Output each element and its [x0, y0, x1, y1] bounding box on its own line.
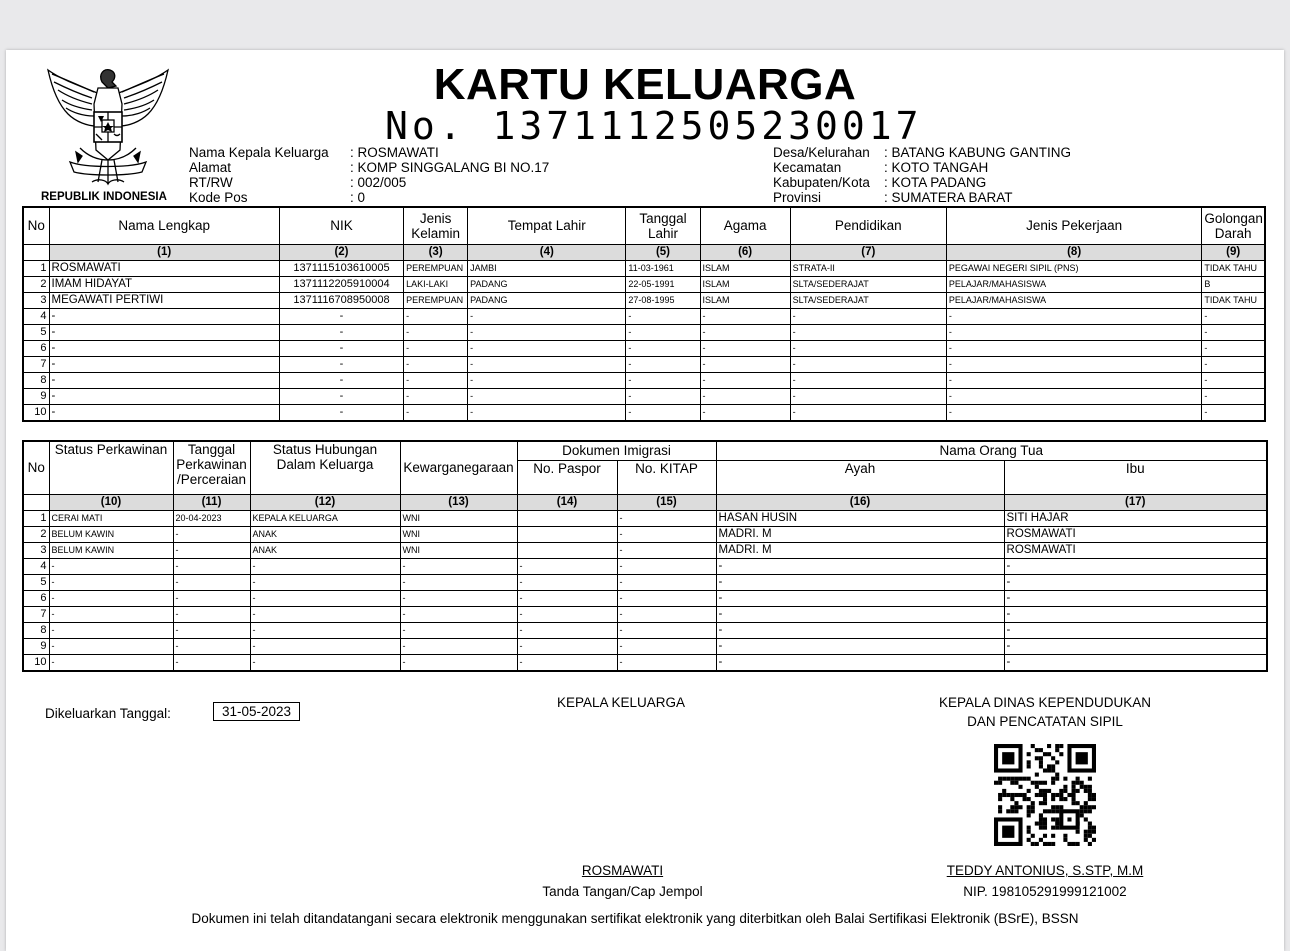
table-cell: -: [404, 324, 468, 340]
header-dokumen-imigrasi: Dokumen Imigrasi: [517, 441, 716, 460]
table-cell: -: [1202, 324, 1265, 340]
column-number: (14): [517, 494, 617, 510]
table-cell: -: [279, 356, 403, 372]
table-row: [23, 542, 1267, 558]
table-cell: -: [1202, 372, 1265, 388]
table-cell: -: [716, 638, 1004, 654]
info-value: : KOTO TANGAH: [884, 160, 989, 175]
header-status-perkawinan: Status Perkawinan: [49, 441, 173, 494]
column-number-blank: [23, 244, 49, 260]
table-cell: -: [49, 590, 173, 606]
table-cell: -: [404, 356, 468, 372]
header-tanggal-perkawinan: Tanggal Perkawinan /Perceraian: [173, 441, 250, 494]
column-number: (9): [1202, 244, 1265, 260]
table-cell: 9: [23, 638, 49, 654]
info-value: : 002/005: [350, 175, 407, 190]
table-cell: -: [468, 372, 626, 388]
table-cell: -: [400, 654, 517, 671]
column-number: (10): [49, 494, 173, 510]
table-cell: -: [946, 324, 1201, 340]
family-status-body: [23, 510, 1267, 671]
table-cell: ROSMAWATI: [49, 260, 279, 276]
table-cell: HASAN HUSIN: [716, 510, 1004, 526]
table-cell: TIDAK TAHU: [1202, 260, 1265, 276]
table-cell: -: [279, 404, 403, 421]
table-cell: PEREMPUAN: [404, 260, 468, 276]
table-cell: -: [49, 308, 279, 324]
table-cell: -: [250, 638, 400, 654]
table-cell: -: [400, 622, 517, 638]
header-tempat-lahir: Tempat Lahir: [468, 207, 626, 244]
table-cell: -: [404, 404, 468, 421]
table-cell: -: [617, 574, 716, 590]
table-cell: -: [250, 590, 400, 606]
header-jenis-kelamin: Jenis Kelamin: [404, 207, 468, 244]
column-number: (13): [400, 494, 517, 510]
info-value: : KOTA PADANG: [884, 175, 987, 190]
table-cell: -: [716, 558, 1004, 574]
table-cell: -: [49, 388, 279, 404]
header-tanggal-lahir: Tanggal Lahir: [626, 207, 700, 244]
table-cell: -: [946, 340, 1201, 356]
header-no: No: [23, 207, 49, 244]
table-row: [23, 638, 1267, 654]
table-cell: -: [946, 308, 1201, 324]
table-cell: ISLAM: [700, 292, 790, 308]
table-cell: -: [517, 606, 617, 622]
table-cell: -: [468, 324, 626, 340]
table-cell: -: [279, 308, 403, 324]
table-cell: 2: [23, 526, 49, 542]
family-members-table: [22, 206, 1266, 422]
table-cell: -: [404, 388, 468, 404]
table-cell: PEGAWAI NEGERI SIPIL (PNS): [946, 260, 1201, 276]
table-cell: -: [49, 372, 279, 388]
table-cell: 1371116708950008: [279, 292, 403, 308]
table-row: [23, 606, 1267, 622]
table-cell: 8: [23, 372, 49, 388]
table-cell: 7: [23, 356, 49, 372]
table-cell: 7: [23, 606, 49, 622]
header-no-kitap: No. KITAP: [617, 460, 716, 494]
table-row: [23, 292, 1265, 308]
table-cell: -: [1202, 388, 1265, 404]
table-cell: -: [626, 340, 700, 356]
table-cell: IMAM HIDAYAT: [49, 276, 279, 292]
table-cell: 4: [23, 558, 49, 574]
table-cell: -: [790, 372, 946, 388]
table-cell: -: [790, 324, 946, 340]
table-cell: -: [700, 340, 790, 356]
table-row: [23, 260, 1265, 276]
info-left-values: [350, 145, 549, 205]
table-cell: -: [700, 372, 790, 388]
column-number: (12): [250, 494, 400, 510]
header-golongan-darah: Golongan Darah: [1202, 207, 1265, 244]
table-row: [23, 590, 1267, 606]
table-cell: -: [626, 324, 700, 340]
column-number: (5): [626, 244, 700, 260]
table-cell: PADANG: [468, 276, 626, 292]
info-label: Kabupaten/Kota: [773, 175, 870, 190]
info-label: Nama Kepala Keluarga: [189, 145, 329, 160]
table-cell: -: [716, 574, 1004, 590]
official-name: TEDDY ANTONIUS, S.STP, M.M: [946, 863, 1144, 878]
table-cell: 8: [23, 622, 49, 638]
table-cell: [517, 510, 617, 526]
table-cell: -: [173, 526, 250, 542]
table-cell: SITI HAJAR: [1004, 510, 1267, 526]
table-cell: -: [279, 324, 403, 340]
table-cell: -: [250, 654, 400, 671]
table-cell: -: [404, 308, 468, 324]
table-cell: -: [468, 356, 626, 372]
table-cell: -: [250, 606, 400, 622]
header-pekerjaan: Jenis Pekerjaan: [946, 207, 1201, 244]
info-value: : KOMP SINGGALANG BI NO.17: [350, 160, 550, 175]
header-no: No: [23, 441, 49, 494]
table-row: [23, 388, 1265, 404]
table-cell: -: [517, 590, 617, 606]
table-cell: LAKI-LAKI: [404, 276, 468, 292]
table-cell: -: [173, 638, 250, 654]
header-kewarganegaraan: Kewarganegaraan: [400, 441, 517, 494]
table-row: [23, 654, 1267, 671]
table-cell: -: [617, 590, 716, 606]
table-cell: -: [1004, 574, 1267, 590]
table-cell: -: [517, 638, 617, 654]
header-status-hubungan: Status Hubungan Dalam Keluarga: [250, 441, 400, 494]
official-nip: NIP. 198105291999121002: [963, 884, 1127, 899]
column-number: (11): [173, 494, 250, 510]
table-cell: -: [517, 622, 617, 638]
header-no-paspor: No. Paspor: [517, 460, 617, 494]
table-cell: -: [468, 308, 626, 324]
table-cell: -: [946, 404, 1201, 421]
header-pendidikan: Pendidikan: [790, 207, 946, 244]
info-right-values: [884, 145, 1071, 205]
table-cell: -: [1004, 654, 1267, 671]
header-ibu: Ibu: [1004, 460, 1267, 494]
kk-number: No. 1371112505230017: [385, 104, 923, 148]
table-cell: -: [790, 340, 946, 356]
table-cell: -: [626, 404, 700, 421]
table-cell: -: [617, 526, 716, 542]
table-cell: -: [617, 638, 716, 654]
table-cell: -: [400, 606, 517, 622]
table-cell: -: [626, 356, 700, 372]
table-cell: -: [1202, 356, 1265, 372]
table-cell: -: [1202, 340, 1265, 356]
info-label: Kecamatan: [773, 160, 842, 175]
table-cell: -: [250, 558, 400, 574]
table-cell: 22-05-1991: [626, 276, 700, 292]
table-cell: ROSMAWATI: [1004, 542, 1267, 558]
table-cell: -: [790, 388, 946, 404]
table-cell: -: [626, 388, 700, 404]
header-ayah: Ayah: [716, 460, 1004, 494]
table-cell: 4: [23, 308, 49, 324]
table-cell: -: [716, 590, 1004, 606]
signature-label: Tanda Tangan/Cap Jempol: [542, 884, 703, 899]
table-cell: -: [946, 356, 1201, 372]
document-title: KARTU KELUARGA: [433, 60, 857, 109]
table-cell: ISLAM: [700, 260, 790, 276]
table-row: [23, 622, 1267, 638]
column-number: (6): [700, 244, 790, 260]
family-status-table: [22, 440, 1268, 672]
table-row: [23, 510, 1267, 526]
table-cell: JAMBI: [468, 260, 626, 276]
table-cell: -: [790, 404, 946, 421]
table-row: [23, 340, 1265, 356]
dinas-label: [880, 695, 1210, 729]
info-label: RT/RW: [189, 175, 233, 190]
table-cell: -: [49, 356, 279, 372]
table-cell: -: [1004, 590, 1267, 606]
table-cell: PELAJAR/MAHASISWA: [946, 292, 1201, 308]
table-cell: 10: [23, 404, 49, 421]
table-cell: 10: [23, 654, 49, 671]
table-cell: 5: [23, 574, 49, 590]
table-cell: -: [626, 308, 700, 324]
table-cell: -: [173, 590, 250, 606]
info-label: Desa/Kelurahan: [773, 145, 870, 160]
info-value: : 0: [350, 190, 366, 205]
table-cell: -: [49, 340, 279, 356]
column-number: (1): [49, 244, 279, 260]
table-cell: -: [250, 574, 400, 590]
header-nama-orang-tua: Nama Orang Tua: [716, 441, 1267, 460]
table-cell: -: [700, 356, 790, 372]
dinas-label-line1: KEPALA DINAS KEPENDUDUKAN: [938, 695, 1152, 710]
table-cell: 20-04-2023: [173, 510, 250, 526]
dinas-label-line2: DAN PENCATATAN SIPIL: [967, 714, 1123, 729]
table-cell: -: [49, 574, 173, 590]
column-number: (15): [617, 494, 716, 510]
table-cell: PELAJAR/MAHASISWA: [946, 276, 1201, 292]
table-cell: -: [517, 654, 617, 671]
table-cell: -: [716, 622, 1004, 638]
table-cell: -: [617, 654, 716, 671]
table-row: [23, 356, 1265, 372]
table-cell: -: [400, 558, 517, 574]
table-cell: MADRI. M: [716, 542, 1004, 558]
table-cell: -: [517, 574, 617, 590]
column-number-row: [23, 244, 1265, 260]
table-cell: -: [173, 606, 250, 622]
table-row: [23, 276, 1265, 292]
table-cell: 1: [23, 260, 49, 276]
table-cell: PEREMPUAN: [404, 292, 468, 308]
table-cell: -: [1004, 638, 1267, 654]
qr-code-icon: [994, 744, 1096, 846]
table-cell: 2: [23, 276, 49, 292]
table-cell: -: [279, 340, 403, 356]
table-cell: WNI: [400, 526, 517, 542]
electronic-signature-disclaimer: Dokumen ini telah ditandatangani secara elektronik menggunakan sertifikat elektronik yang diterbitkan oleh Balai Sertifikasi Elektronik (BSrE), BSSN: [191, 911, 1079, 926]
table-cell: ANAK: [250, 542, 400, 558]
column-number: (2): [279, 244, 403, 260]
column-number-blank: [23, 494, 49, 510]
table-cell: -: [173, 574, 250, 590]
table-cell: -: [700, 404, 790, 421]
table-cell: -: [700, 324, 790, 340]
kepala-keluarga-name: ROSMAWATI: [581, 863, 664, 878]
table-cell: CERAI MATI: [49, 510, 173, 526]
table-cell: -: [468, 340, 626, 356]
column-number: (4): [468, 244, 626, 260]
table-cell: 5: [23, 324, 49, 340]
info-label: Provinsi: [773, 190, 822, 205]
table-cell: -: [400, 638, 517, 654]
republic-label: REPUBLIK INDONESIA: [41, 191, 167, 203]
table-cell: -: [716, 654, 1004, 671]
table-cell: -: [49, 638, 173, 654]
table-cell: -: [404, 372, 468, 388]
table-cell: -: [517, 558, 617, 574]
table-row: [23, 558, 1267, 574]
table-cell: -: [49, 606, 173, 622]
table-cell: -: [49, 622, 173, 638]
table-cell: BELUM KAWIN: [49, 542, 173, 558]
table-cell: -: [173, 558, 250, 574]
header-nik: NIK: [279, 207, 403, 244]
table-cell: 6: [23, 590, 49, 606]
table-cell: 3: [23, 292, 49, 308]
table-row: [23, 404, 1265, 421]
table-cell: -: [173, 654, 250, 671]
table-cell: SLTA/SEDERAJAT: [790, 276, 946, 292]
table-cell: -: [626, 372, 700, 388]
table-cell: WNI: [400, 542, 517, 558]
table-cell: -: [946, 388, 1201, 404]
table-cell: -: [173, 542, 250, 558]
table-cell: -: [1004, 558, 1267, 574]
table-cell: -: [790, 308, 946, 324]
table-cell: -: [468, 388, 626, 404]
table-cell: -: [49, 404, 279, 421]
table-cell: -: [173, 622, 250, 638]
table-cell: -: [279, 388, 403, 404]
table-cell: -: [250, 622, 400, 638]
table-cell: 27-08-1995: [626, 292, 700, 308]
family-members-body: [23, 260, 1265, 421]
table-cell: -: [946, 372, 1201, 388]
info-value: : BATANG KABUNG GANTING: [884, 145, 1072, 160]
kepala-keluarga-label: KEPALA KELUARGA: [557, 695, 686, 710]
table-cell: 1371112205910004: [279, 276, 403, 292]
table-cell: -: [700, 308, 790, 324]
header-nama: Nama Lengkap: [49, 207, 279, 244]
table-cell: -: [279, 372, 403, 388]
table-cell: -: [716, 606, 1004, 622]
table-cell: [517, 526, 617, 542]
table-cell: WNI: [400, 510, 517, 526]
table-cell: 6: [23, 340, 49, 356]
column-number: (3): [404, 244, 468, 260]
table-cell: -: [400, 590, 517, 606]
table-cell: BELUM KAWIN: [49, 526, 173, 542]
table-row: [23, 308, 1265, 324]
column-number: (16): [716, 494, 1004, 510]
table-cell: -: [1202, 404, 1265, 421]
column-number: (8): [946, 244, 1201, 260]
table-cell: ROSMAWATI: [1004, 526, 1267, 542]
table-cell: STRATA-II: [790, 260, 946, 276]
table-cell: 11-03-1961: [626, 260, 700, 276]
table-cell: -: [1004, 606, 1267, 622]
table-cell: -: [790, 356, 946, 372]
table-cell: MEGAWATI PERTIWI: [49, 292, 279, 308]
table-cell: -: [49, 324, 279, 340]
table-cell: -: [617, 606, 716, 622]
table-cell: ISLAM: [700, 276, 790, 292]
column-number: (17): [1004, 494, 1267, 510]
column-number-row: [23, 494, 1267, 510]
column-number: (7): [790, 244, 946, 260]
table-cell: -: [617, 558, 716, 574]
info-right-labels: [773, 145, 870, 205]
table-cell: [517, 542, 617, 558]
table-cell: B: [1202, 276, 1265, 292]
table-cell: ANAK: [250, 526, 400, 542]
table-cell: -: [617, 622, 716, 638]
table-cell: -: [700, 388, 790, 404]
table-row: [23, 372, 1265, 388]
info-left-labels: [189, 145, 329, 205]
table-cell: -: [617, 510, 716, 526]
table-cell: -: [49, 558, 173, 574]
info-value: : SUMATERA BARAT: [884, 190, 1013, 205]
table-cell: -: [49, 654, 173, 671]
table-cell: PADANG: [468, 292, 626, 308]
issued-date: 31-05-2023: [213, 702, 300, 721]
table-cell: 3: [23, 542, 49, 558]
table-cell: TIDAK TAHU: [1202, 292, 1265, 308]
info-value: : ROSMAWATI: [350, 145, 439, 160]
table-cell: -: [404, 340, 468, 356]
info-label: Alamat: [189, 160, 232, 175]
table-cell: -: [468, 404, 626, 421]
table-cell: -: [1202, 308, 1265, 324]
table-cell: 1: [23, 510, 49, 526]
issued-label: Dikeluarkan Tanggal:: [45, 706, 171, 721]
table-row: [23, 526, 1267, 542]
table-row: [23, 574, 1267, 590]
info-label: Kode Pos: [189, 190, 248, 205]
table-cell: -: [1004, 622, 1267, 638]
table-row: [23, 324, 1265, 340]
table-cell: MADRI. M: [716, 526, 1004, 542]
table-cell: SLTA/SEDERAJAT: [790, 292, 946, 308]
table-cell: -: [617, 542, 716, 558]
table-cell: 9: [23, 388, 49, 404]
header-agama: Agama: [700, 207, 790, 244]
table-cell: 1371115103610005: [279, 260, 403, 276]
table-cell: -: [400, 574, 517, 590]
table-cell: KEPALA KELUARGA: [250, 510, 400, 526]
